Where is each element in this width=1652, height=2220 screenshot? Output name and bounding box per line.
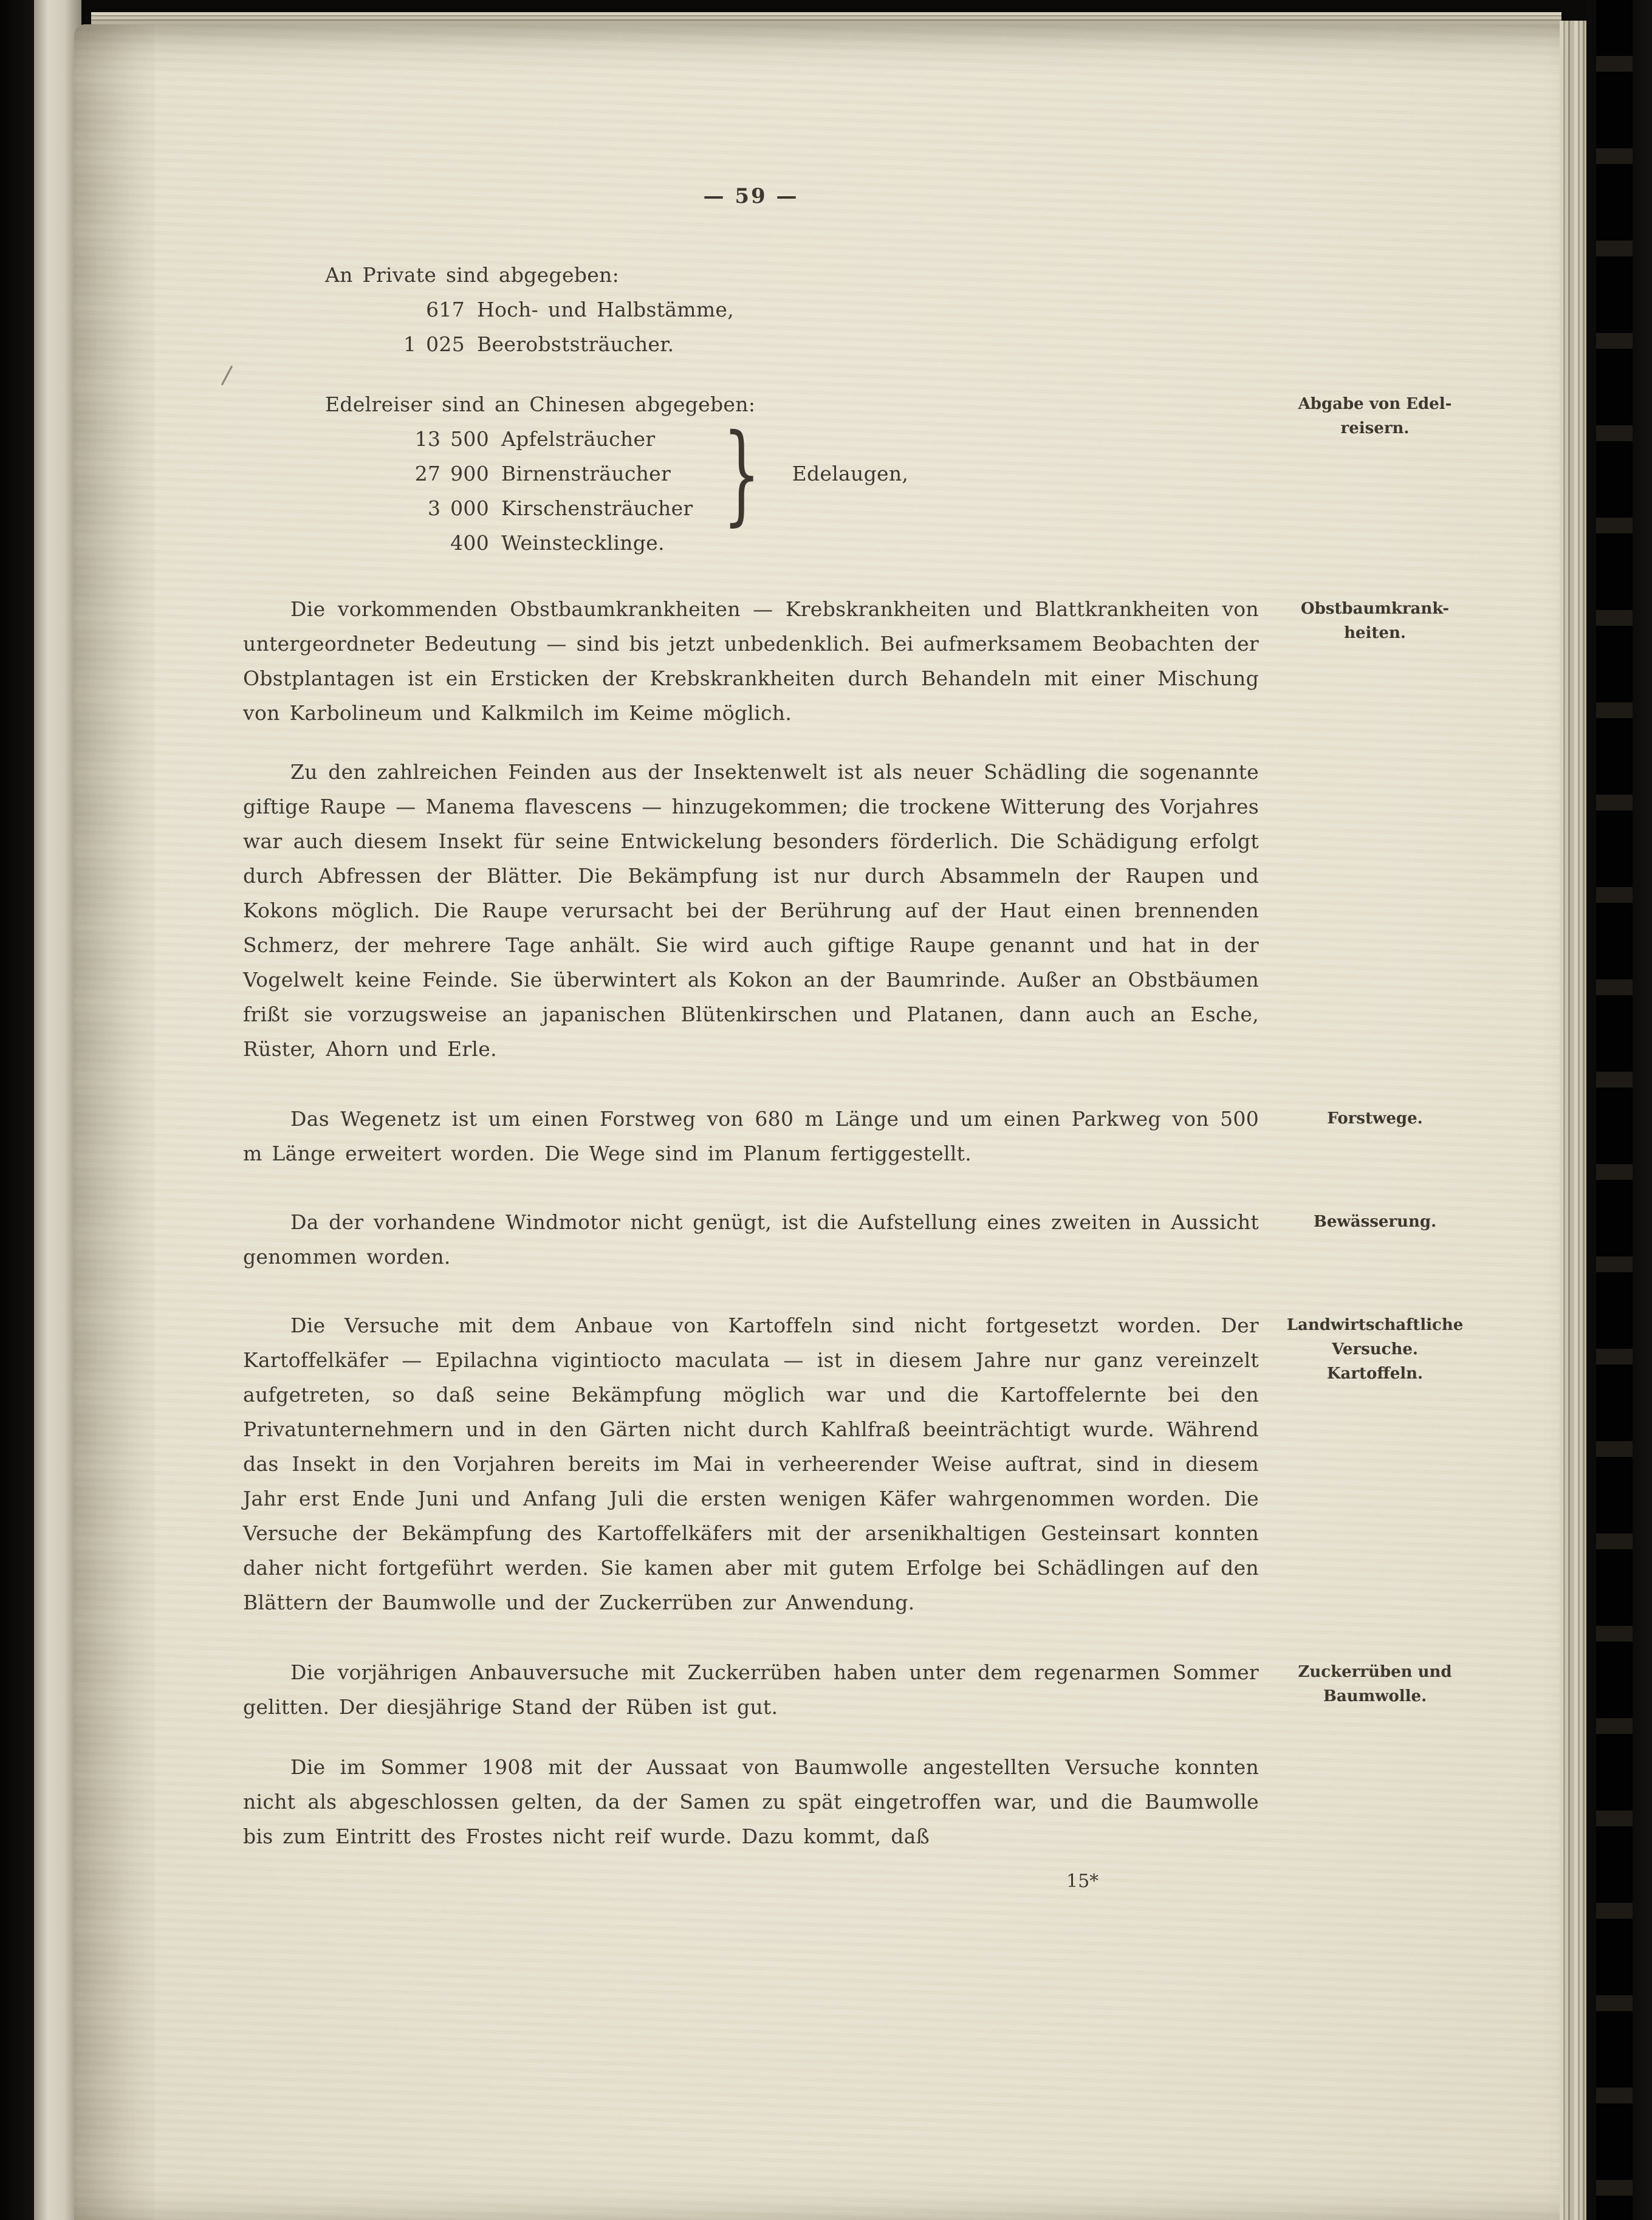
- margin-note: [1275, 1655, 1475, 1708]
- paragraph: Zu den zahlreichen Feinden aus der Insektenwelt ist als neuer Schädling die sogenannte giftige Raupe — Manema flavescens — hinzugekommen; die trockene Witterung des Vorjahres war auch diesem Insekt für seine Entwickelung besonders förderlich. Die Schädigung erfolgt durch Abfressen der Blätter. Die Bekämpfung ist nur durch Absammeln der Raupen und Kokons möglich. Die Raupe verursacht bei der Berührung auf der Haut einen brennenden Schmerz, der mehrere Tage anhält. Sie wird auch giftige Raupe genannt und hat in der Vogelwelt keine Feinde. Sie überwintert als Kokon an der Baumrinde. Außer an Obstbäumen frißt sie vorzugsweise an japanischen Blütenkirschen und Platanen, dann auch an Esche, Rüster, Ahorn und Erle.: [243, 760, 1259, 1061]
- margin-note: [1275, 1750, 1475, 1755]
- margin-note-line: Versuche.: [1332, 1340, 1418, 1358]
- paragraph: Die Versuche mit dem Anbaue von Kartoffeln sind nicht fortgesetzt worden. Der Kartoffelkäfer — Epilachna vigintiocto maculata — ist in diesem Jahre nur ganz vereinzelt aufgetreten, so daß seine Bekämpfung möglich war und die Kartoffelernte bei den Privatunternehmern und in den Gärten nicht durch Kahlfraß beeinträchtigt wurde. Während das Insekt in den Vorjahren bereits im Mai in verheerender Weise auftrat, sind in diesem Jahr erst Ende Juni und Anfang Juli die ersten wenigen Käfer wahrgenommen worden. Die Versuche der Bekämpfung des Kartoffelkäfers mit der arsenikhaltigen Gesteinsart konnten daher nicht fortgeführt werden. Sie kamen aber mit gutem Erfolge bei Schädlingen auf den Blättern der Baumwolle und der Zuckerrüben zur Anwendung.: [243, 1314, 1259, 1614]
- brace-glyph: }: [722, 411, 761, 536]
- item-label: Birnensträucher: [501, 462, 671, 485]
- margin-note-line: Forstwege.: [1327, 1109, 1423, 1128]
- paragraph: Das Wegenetz ist um einen Forstweg von 680 m Länge und um einen Parkweg von 500 m Länge erweitert worden. Die Wege sind im Planum fertiggestellt.: [243, 1107, 1259, 1165]
- printer-signature: 15*: [1066, 1871, 1099, 1892]
- section-edelreiser-distribution: [243, 387, 1479, 560]
- quantity: 400: [450, 531, 489, 555]
- section-private-distribution: [243, 258, 1479, 361]
- margin-note: [1275, 1205, 1475, 1234]
- section-forstwege: [243, 1101, 1479, 1171]
- margin-note-line: Obstbaumkrank-: [1300, 600, 1450, 618]
- list-item: [243, 456, 705, 491]
- braced-items: [243, 422, 705, 526]
- paragraph: Die im Sommer 1908 mit der Aussaat von Baumwolle angestellten Versuche konnten nicht als abgeschlossen gelten, da der Samen zu spät eingetroffen war, und die Baumwolle bis zum Eintritt des Frostes nicht reif wurde. Dazu kommt, daß: [243, 1755, 1259, 1848]
- margin-note: [1275, 1308, 1475, 1386]
- right-page-edges: [1560, 21, 1589, 2220]
- margin-note: [1275, 755, 1475, 759]
- margin-note-line: reisern.: [1340, 419, 1410, 437]
- margin-note-line: Abgabe von Edel-: [1298, 395, 1452, 413]
- item-label: Weinstecklinge.: [501, 531, 665, 555]
- margin-note-line: Baumwolle.: [1323, 1687, 1427, 1705]
- item-label: Kirschensträucher: [501, 496, 693, 520]
- margin-note-line: Zuckerrüben und: [1298, 1663, 1452, 1681]
- quantity: 617: [426, 298, 465, 321]
- quantity: 27 900: [414, 462, 489, 485]
- margin-note: [1275, 1101, 1475, 1131]
- page-number: — 59 —: [703, 184, 799, 208]
- margin-note-line: heiten.: [1344, 624, 1406, 642]
- braced-group: [243, 411, 1259, 536]
- list-item: [243, 327, 1259, 361]
- item-label: Hoch- und Halbstämme,: [477, 298, 735, 321]
- section-baumwolle: [243, 1750, 1479, 1854]
- margin-note: [1275, 258, 1475, 262]
- quantity: 3 000: [428, 496, 489, 520]
- section-giftige-raupe: [243, 755, 1479, 1066]
- quantity: 13 500: [414, 427, 489, 451]
- margin-note: [1275, 387, 1475, 440]
- paragraph: Die vorjährigen Anbauversuche mit Zuckerrüben haben unter dem regenarmen Sommer gelitten. Der diesjährige Stand der Rüben ist gut.: [243, 1660, 1259, 1719]
- paragraph: Da der vorhandene Windmotor nicht genügt, ist die Aufstellung eines zweiten in Aussicht genommen worden.: [243, 1210, 1259, 1269]
- item-label: Apfelsträucher: [501, 427, 656, 451]
- quantity: 1 025: [403, 332, 465, 356]
- section-kartoffeln: [243, 1308, 1479, 1620]
- paragraph: Die vorkommenden Obstbaumkrankheiten — Krebskrankheiten und Blattkrankheiten von untergeordneter Bedeutung — sind bis jetzt unbedenklich. Bei aufmerksamem Beobachten der Obstplantagen ist ein Ersticken der Krebskrankheiten durch Behandeln mit einer Mischung von Karbolineum und Kalkmilch im Keime möglich.: [243, 597, 1259, 725]
- section-bewaesserung: [243, 1205, 1479, 1274]
- margin-note-line: Kartoffeln.: [1326, 1365, 1424, 1383]
- section-zuckerrueben: [243, 1655, 1479, 1724]
- list-item: [243, 292, 1259, 327]
- margin-note-line: Landwirtschaftliche: [1286, 1316, 1464, 1334]
- margin-note-line: Bewässerung.: [1313, 1213, 1437, 1231]
- brace-label: Edelaugen,: [792, 462, 909, 485]
- margin-note: [1275, 592, 1475, 645]
- top-page-edges: [91, 12, 1561, 26]
- list-item: [243, 422, 705, 456]
- list-heading: An Private sind abgegeben:: [325, 263, 619, 287]
- page-content: [243, 24, 1479, 1894]
- page: [74, 24, 1586, 2220]
- private-list: [243, 258, 1259, 361]
- binding-notches: [1586, 0, 1652, 2220]
- item-label: Beerobststräucher.: [477, 332, 674, 356]
- list-heading: Edelreiser sind an Chinesen abgegeben:: [325, 392, 756, 416]
- edelreiser-list: [243, 387, 1259, 560]
- section-obstbaumkrankheiten: [243, 592, 1479, 730]
- list-item: [243, 491, 705, 526]
